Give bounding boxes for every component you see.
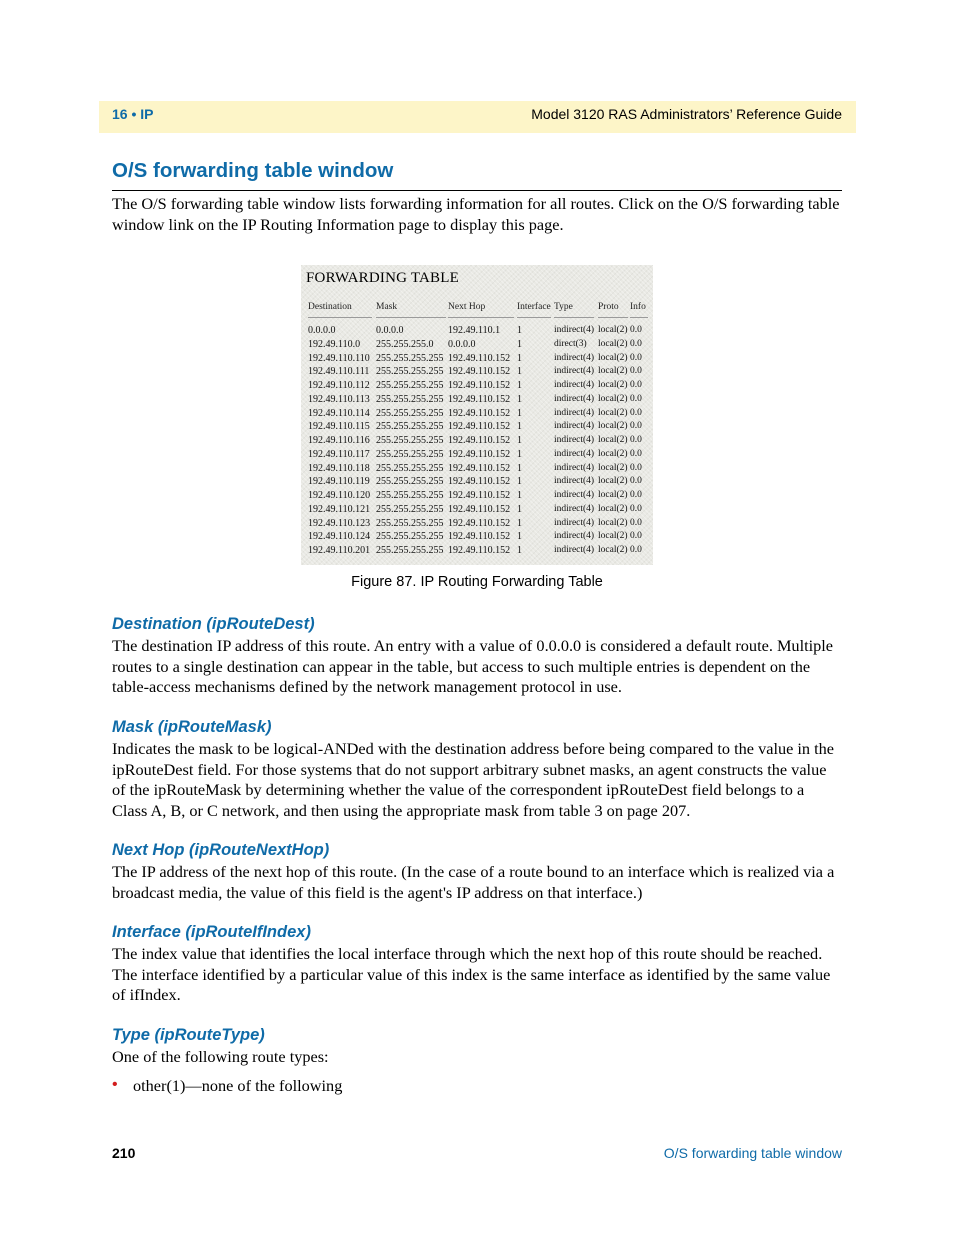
table-cell: 192.49.110.124 [308,531,371,543]
paragraph-type: One of the following route types: [112,1047,329,1066]
table-cell: 1 [517,517,522,529]
table-cell: local(2) [598,545,628,555]
table-cell: 255.255.255.255 [376,448,444,460]
table-cell: local(2) [598,338,628,349]
table-cell: 255.255.255.255 [376,435,444,446]
column-header: Mask [376,302,398,312]
column-header: Type [554,302,573,312]
table-cell: indirect(4) [554,462,595,473]
figure-title: FORWARDING TABLE [306,270,459,286]
table-cell: 192.49.110.152 [448,448,511,460]
table-cell: direct(3) [554,338,587,349]
table-cell: 255.255.255.0 [376,338,434,350]
table-cell: indirect(4) [554,380,595,390]
table-cell: 255.255.255.255 [376,545,444,556]
table-cell: local(2) [598,476,628,487]
table-cell: 192.49.110.152 [448,476,511,488]
table-cell: 1 [517,352,522,364]
table-cell: 255.255.255.255 [376,531,444,543]
table-cell: local(2) [598,393,628,404]
heading-destination: Destination (ipRouteDest) [112,615,315,633]
table-cell: 255.255.255.255 [376,366,444,378]
table-cell: 192.49.110.152 [448,407,511,419]
table-cell: 0.0 [630,338,642,349]
table-cell: 192.49.110.201 [308,545,371,556]
table-cell: local(2) [598,531,628,542]
table-cell: 255.255.255.255 [376,393,444,405]
table-cell: 192.49.110.1 [448,325,501,336]
table-cell: local(2) [598,366,628,377]
table-cell: indirect(4) [554,407,595,418]
table-cell: 1 [517,380,522,391]
table-cell: 1 [517,462,522,474]
table-cell: local(2) [598,352,628,363]
table-cell: 0.0 [630,352,642,363]
table-cell: local(2) [598,490,628,500]
table-cell: 1 [517,407,522,419]
forwarding-table-screenshot [301,265,653,565]
paragraph-destination: The destination IP address of this route. An entry with a value of 0.0.0.0 is considered a default route. Multiple routes to a single destination can appear in the table, but access to such multiple entries is dependent on the table-access mechanisms defined by the network management protocol in use. [112,636,834,697]
intro-paragraph: The O/S forwarding table window lists forwarding information for all routes. Click on the O/S forwarding table window link on the IP Routing Information page to display this page. [112,194,840,234]
table-cell: 255.255.255.255 [376,490,444,501]
table-cell: 192.49.110.152 [448,352,511,364]
table-cell: local(2) [598,448,628,459]
table-cell: indirect(4) [554,366,595,377]
paragraph-interface: The index value that identifies the local interface through which the next hop of this route should be reached. The interface identified by a particular value of this index is the same interface as identified by the same value of ifIndex. [112,944,831,1005]
table-cell: 0.0 [630,366,642,377]
column-header: Info [630,302,646,312]
column-header-rule [598,317,628,318]
table-cell: 192.49.110.114 [308,407,370,419]
table-cell: 0.0 [630,490,642,500]
figure-caption: Figure 87. IP Routing Forwarding Table [351,574,603,590]
column-header-rule [448,317,514,318]
table-cell: 192.49.110.111 [308,366,370,378]
table-cell: indirect(4) [554,325,595,335]
footer-section-title: O/S forwarding table window [663,1145,842,1161]
bullet-item: other(1)—none of the following [133,1076,343,1095]
table-cell: 255.255.255.255 [376,503,444,515]
table-cell: 0.0 [630,407,642,418]
bullet-marker: • [112,1076,118,1093]
column-header-rule [308,317,372,318]
table-cell: 255.255.255.255 [376,462,444,474]
table-cell: indirect(4) [554,448,595,459]
table-cell: 0.0 [630,503,642,514]
table-cell: indirect(4) [554,503,595,514]
table-cell: 0.0 [630,476,642,487]
table-cell: 255.255.255.255 [376,421,444,433]
table-cell: 0.0.0.0 [448,338,476,350]
table-cell: 0.0 [630,531,642,542]
table-cell: 192.49.110.152 [448,366,511,378]
table-cell: 0.0 [630,448,642,459]
book-title: Model 3120 RAS Administrators’ Reference Guide [531,106,842,122]
table-cell: indirect(4) [554,352,595,363]
table-cell: indirect(4) [554,393,595,404]
table-cell: indirect(4) [554,490,595,500]
table-cell: 1 [517,435,522,446]
table-cell: 1 [517,338,522,350]
table-cell: indirect(4) [554,435,595,445]
table-cell: 192.49.110.118 [308,462,370,474]
table-cell: 0.0 [630,517,642,528]
table-cell: 0.0 [630,325,642,335]
column-header: Next Hop [448,302,486,312]
table-cell: local(2) [598,435,628,445]
table-cell: 192.49.110.120 [308,490,371,501]
table-cell: 1 [517,545,522,556]
table-cell: 1 [517,531,522,543]
table-cell: 255.255.255.255 [376,380,444,391]
table-cell: 192.49.110.121 [308,503,371,515]
table-cell: 192.49.110.152 [448,421,511,433]
table-cell: 192.49.110.152 [448,490,511,501]
table-cell: indirect(4) [554,531,595,542]
table-cell: 1 [517,490,522,501]
table-cell: 192.49.110.110 [308,352,370,364]
table-cell: 192.49.110.123 [308,517,371,529]
table-cell: 1 [517,393,522,405]
table-cell: 1 [517,366,522,378]
table-cell: indirect(4) [554,476,595,487]
heading-next-hop: Next Hop (ipRouteNextHop) [112,841,330,859]
table-cell: 1 [517,503,522,515]
table-cell: 0.0 [630,462,642,473]
table-cell: 255.255.255.255 [376,407,444,419]
table-cell: local(2) [598,407,628,418]
heading-type: Type (ipRouteType) [112,1026,265,1044]
table-cell: 192.49.110.152 [448,503,511,515]
table-cell: indirect(4) [554,545,595,555]
table-cell: 192.49.110.152 [448,462,511,474]
table-cell: local(2) [598,517,628,528]
table-cell: 192.49.110.115 [308,421,370,433]
table-cell: 0.0 [630,421,642,432]
page-number: 210 [112,1145,136,1161]
table-cell: 192.49.110.113 [308,393,370,405]
table-cell: 0.0.0.0 [376,325,404,336]
table-cell: local(2) [598,503,628,514]
table-cell: 192.49.110.119 [308,476,370,488]
table-cell: 1 [517,421,522,433]
column-header-rule [630,317,648,318]
table-cell: 192.49.110.152 [448,393,511,405]
paragraph-next-hop: The IP address of the next hop of this route. (In the case of a route bound to an interface which is realized via a broadcast media, the value of this field is the agent's IP address on that interface.) [112,862,835,902]
table-cell: 192.49.110.152 [448,435,511,446]
table-cell: indirect(4) [554,421,595,432]
column-header: Interface [517,302,551,312]
table-cell: local(2) [598,325,628,335]
table-cell: local(2) [598,380,628,390]
title-rule [112,190,842,191]
table-cell: 0.0 [630,380,642,390]
table-cell: 255.255.255.255 [376,517,444,529]
table-cell: 192.49.110.116 [308,435,370,446]
table-cell: 0.0.0.0 [308,325,336,336]
table-cell: 192.49.110.152 [448,531,511,543]
table-cell: 192.49.110.112 [308,380,370,391]
table-cell: 0.0 [630,435,642,445]
table-cell: 192.49.110.0 [308,338,361,350]
heading-interface: Interface (ipRouteIfIndex) [112,923,311,941]
chapter-label: 16 • IP [112,106,154,122]
table-cell: 0.0 [630,393,642,404]
heading-mask: Mask (ipRouteMask) [112,718,272,736]
table-cell: 1 [517,325,522,336]
table-cell: 192.49.110.152 [448,517,511,529]
table-cell: indirect(4) [554,517,595,528]
table-cell: 0.0 [630,545,642,555]
section-title: O/S forwarding table window [112,159,394,182]
table-cell: 192.49.110.152 [448,380,511,391]
table-cell: 1 [517,448,522,460]
table-cell: 192.49.110.117 [308,448,370,460]
table-cell: 1 [517,476,522,488]
paragraph-mask: Indicates the mask to be logical-ANDed with the destination address before being compared to the value in the ipRouteDest field. For those systems that do not support arbitrary subnet masks, an agent constructs the value of the ipRouteMask by determining whether the value of the correspondent ipRouteDest field belongs to a Class A, B, or C network, and then using the appropriate mask from table 3 on page 207. [112,739,835,820]
table-cell: 255.255.255.255 [376,476,444,488]
table-cell: 255.255.255.255 [376,352,444,364]
column-header: Proto [598,302,619,312]
column-header-rule [554,317,594,318]
column-header-rule [376,317,446,318]
column-header-rule [517,317,551,318]
table-cell: local(2) [598,462,628,473]
column-header: Destination [308,302,352,312]
table-cell: 192.49.110.152 [448,545,511,556]
table-cell: local(2) [598,421,628,432]
